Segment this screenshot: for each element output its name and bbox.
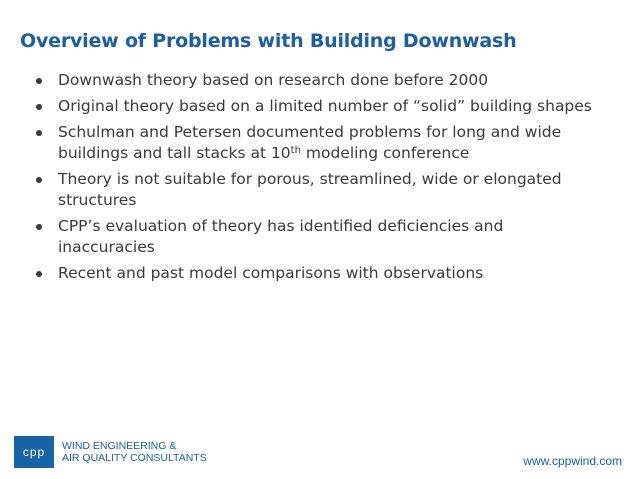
bullet-text bbox=[58, 123, 561, 162]
bullet-icon bbox=[36, 224, 42, 230]
website-url: www.cppwind.com bbox=[523, 454, 622, 468]
bullet-icon bbox=[36, 271, 42, 277]
bullet-text: Original theory based on a limited number of “solid” building shapes bbox=[58, 97, 592, 115]
bullet-item bbox=[34, 122, 594, 164]
bullet-icon bbox=[36, 78, 42, 84]
bullet-icon bbox=[36, 130, 42, 136]
bullet-item bbox=[34, 263, 594, 284]
bullet-text: Theory is not suitable for porous, streamlined, wide or elongated structures bbox=[58, 170, 562, 209]
cpp-logo bbox=[14, 436, 54, 468]
bullet-item bbox=[34, 96, 594, 117]
bullet-item bbox=[34, 70, 594, 91]
bullet-superscript: th bbox=[290, 145, 301, 156]
bullet-text: Downwash theory based on research done before 2000 bbox=[58, 71, 489, 89]
logo-text: cpp bbox=[22, 445, 46, 459]
slide-title: Overview of Problems with Building Downwash bbox=[20, 30, 517, 52]
bullet-icon bbox=[36, 104, 42, 110]
company-line-1: WIND ENGINEERING & bbox=[62, 440, 177, 452]
bullet-text-tail: modeling conference bbox=[300, 144, 470, 162]
company-line-2: AIR QUALITY CONSULTANTS bbox=[62, 452, 207, 464]
bullet-text-main: Schulman and Petersen documented problems for long and wide buildings and tall stacks at 10 bbox=[58, 123, 562, 162]
bullet-text: Recent and past model comparisons with observations bbox=[58, 264, 484, 282]
bullet-list bbox=[34, 70, 594, 289]
bullet-icon bbox=[36, 177, 42, 183]
bullet-text: CPP’s evaluation of theory has identified deficiencies and inaccuracies bbox=[58, 217, 504, 256]
company-name bbox=[62, 440, 207, 464]
slide-footer bbox=[0, 432, 638, 479]
bullet-item bbox=[34, 169, 594, 211]
bullet-item bbox=[34, 216, 594, 258]
